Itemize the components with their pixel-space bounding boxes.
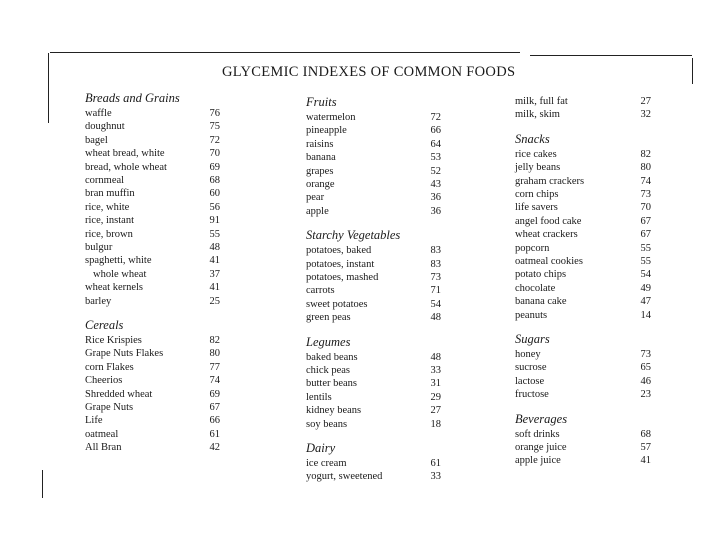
right-rule xyxy=(692,58,693,84)
food-row xyxy=(85,254,220,267)
food-name: milk, full fat xyxy=(515,96,568,107)
food-name: waffle xyxy=(85,108,112,119)
food-row xyxy=(515,215,651,228)
food-name: doughnut xyxy=(85,121,125,133)
glycemic-index-value: 48 xyxy=(430,312,441,324)
food-name: jelly beans xyxy=(515,162,561,174)
food-name: raisins xyxy=(306,138,334,150)
food-name: watermelon xyxy=(306,112,356,123)
food-row xyxy=(515,428,651,441)
food-name: whole wheat xyxy=(93,268,147,280)
glycemic-index-value: 80 xyxy=(640,162,651,174)
glycemic-index-value: 42 xyxy=(209,442,220,454)
glycemic-index-value: 76 xyxy=(209,108,220,119)
section-heading: Beverages xyxy=(515,411,568,426)
food-name: sucrose xyxy=(515,362,547,374)
food-name: Grape Nuts xyxy=(85,402,134,413)
glycemic-index-value: 47 xyxy=(640,296,651,308)
section-heading: Dairy xyxy=(306,441,336,455)
food-row xyxy=(515,148,651,161)
left-rule-lower xyxy=(42,470,43,498)
glycemic-index-value: 37 xyxy=(209,268,220,280)
glycemic-index-value: 69 xyxy=(209,388,220,400)
food-name: All Bran xyxy=(85,442,122,454)
food-name: bagel xyxy=(85,134,108,146)
food-name: Grape Nuts Flakes xyxy=(85,348,164,360)
food-row xyxy=(515,175,651,188)
food-row xyxy=(515,255,651,268)
food-row xyxy=(515,388,651,401)
food-name: potatoes, baked xyxy=(306,245,372,257)
food-name: rice, instant xyxy=(85,215,134,227)
section-heading: Breads and Grains xyxy=(85,91,180,105)
food-row xyxy=(306,457,441,470)
glycemic-index-value: 54 xyxy=(640,269,651,281)
glycemic-index-value: 32 xyxy=(640,109,651,121)
glycemic-index-value: 72 xyxy=(209,134,220,146)
glycemic-index-value: 56 xyxy=(209,201,220,213)
glycemic-index-value: 74 xyxy=(640,175,651,187)
glycemic-index-value: 41 xyxy=(640,455,651,467)
glycemic-index-value: 25 xyxy=(209,295,220,307)
food-row xyxy=(306,258,441,271)
glycemic-index-value: 82 xyxy=(640,148,651,160)
glycemic-index-value: 43 xyxy=(430,179,441,190)
glycemic-index-value: 61 xyxy=(430,458,441,469)
glycemic-index-value: 83 xyxy=(430,245,441,257)
food-row xyxy=(515,375,651,388)
food-row xyxy=(306,191,441,204)
glycemic-index-value: 67 xyxy=(640,215,651,227)
food-name: pineapple xyxy=(306,125,347,137)
food-row xyxy=(306,271,441,284)
food-row xyxy=(306,418,441,431)
glycemic-index-value: 46 xyxy=(640,375,651,387)
glycemic-index-value: 53 xyxy=(430,152,441,164)
food-name: potatoes, instant xyxy=(306,258,375,270)
food-name: banana cake xyxy=(515,296,567,308)
glycemic-index-value: 67 xyxy=(209,402,220,413)
glycemic-index-value: 69 xyxy=(209,161,220,173)
glycemic-index-value: 33 xyxy=(430,471,441,483)
glycemic-index-value: 54 xyxy=(430,298,441,310)
food-row xyxy=(306,404,441,417)
food-row xyxy=(306,351,441,364)
left-rule xyxy=(48,53,49,123)
food-row xyxy=(515,201,651,214)
glycemic-index-value: 55 xyxy=(640,242,651,254)
food-row xyxy=(85,428,220,441)
food-name: rice cakes xyxy=(515,148,557,160)
food-row xyxy=(306,151,441,164)
food-name: lactose xyxy=(515,375,545,387)
glycemic-index-value: 83 xyxy=(430,258,441,270)
food-name: lentils xyxy=(306,391,332,403)
food-row xyxy=(85,295,220,308)
food-name: orange juice xyxy=(515,442,567,453)
food-name: Life xyxy=(85,415,103,427)
glycemic-index-value: 74 xyxy=(209,375,220,387)
food-row xyxy=(306,364,441,377)
food-name: butter beans xyxy=(306,378,358,390)
glycemic-index-value: 80 xyxy=(209,348,220,360)
glycemic-index-value: 41 xyxy=(209,282,220,294)
glycemic-index-value: 73 xyxy=(640,349,651,360)
food-row xyxy=(306,298,441,311)
food-name: yogurt, sweetened xyxy=(306,471,383,483)
food-name: wheat crackers xyxy=(515,229,578,241)
food-row xyxy=(85,147,220,160)
food-row xyxy=(306,178,441,191)
food-name: carrots xyxy=(306,285,335,297)
glycemic-index-value: 91 xyxy=(209,215,220,227)
food-name: apple xyxy=(306,205,329,217)
food-row xyxy=(85,201,220,214)
food-name: peanuts xyxy=(515,309,548,321)
food-name: chick peas xyxy=(306,365,351,376)
food-row xyxy=(85,441,220,454)
food-name: Cheerios xyxy=(85,375,123,387)
food-name: rice, brown xyxy=(85,228,133,240)
food-row xyxy=(85,161,220,174)
food-row xyxy=(85,347,220,360)
food-name: potatoes, mashed xyxy=(306,272,379,283)
food-name: soy beans xyxy=(306,418,348,430)
top-rule xyxy=(50,52,520,53)
food-name: Rice Krispies xyxy=(85,335,142,346)
food-row xyxy=(85,120,220,133)
food-name: cornmeal xyxy=(85,175,125,186)
food-name: bread, whole wheat xyxy=(85,161,167,173)
glycemic-index-value: 27 xyxy=(430,405,441,417)
glycemic-index-value: 64 xyxy=(430,138,441,150)
food-row xyxy=(85,228,220,241)
section-heading: Legumes xyxy=(306,334,351,349)
glycemic-index-value: 31 xyxy=(430,378,441,390)
food-row xyxy=(85,174,220,187)
food-name: pear xyxy=(306,192,325,204)
food-row xyxy=(85,107,220,120)
glycemic-index-value: 67 xyxy=(640,229,651,241)
food-name: graham crackers xyxy=(515,175,585,187)
food-name: spaghetti, white xyxy=(85,255,152,267)
glycemic-index-value: 73 xyxy=(640,189,651,200)
glycemic-index-value: 23 xyxy=(640,389,651,401)
glycemic-index-value: 41 xyxy=(209,255,220,267)
food-row xyxy=(306,377,441,390)
glycemic-index-value: 52 xyxy=(430,165,441,177)
glycemic-index-value: 18 xyxy=(430,418,441,430)
top-rule-right xyxy=(530,55,692,56)
food-row xyxy=(85,374,220,387)
food-name: baked beans xyxy=(306,351,358,363)
food-row xyxy=(85,187,220,200)
food-name: life savers xyxy=(515,202,558,214)
food-name: barley xyxy=(85,295,112,307)
glycemic-index-value: 70 xyxy=(209,148,220,160)
food-row xyxy=(306,470,441,483)
glycemic-index-value: 75 xyxy=(209,121,220,133)
food-row xyxy=(515,295,651,308)
glycemic-index-value: 48 xyxy=(209,242,220,253)
glycemic-index-value: 61 xyxy=(209,428,220,440)
food-row xyxy=(85,401,220,414)
section-heading: Fruits xyxy=(306,95,337,109)
food-name: rice, white xyxy=(85,201,130,213)
food-name: apple juice xyxy=(515,455,561,467)
food-name: corn Flakes xyxy=(85,361,134,373)
glycemic-index-value: 65 xyxy=(640,362,651,374)
glycemic-index-value: 82 xyxy=(209,335,220,346)
glycemic-index-value: 68 xyxy=(640,428,651,440)
food-row xyxy=(306,111,441,124)
food-row xyxy=(306,391,441,404)
glycemic-index-value: 33 xyxy=(430,365,441,376)
food-row xyxy=(306,284,441,297)
food-row xyxy=(515,228,651,241)
food-row xyxy=(85,414,220,427)
food-name: fructose xyxy=(515,389,549,401)
food-name: corn chips xyxy=(515,189,559,200)
glycemic-index-value: 49 xyxy=(640,282,651,294)
food-name: wheat bread, white xyxy=(85,148,165,160)
glycemic-index-value: 70 xyxy=(640,202,651,214)
food-name: honey xyxy=(515,349,541,360)
glycemic-index-value: 72 xyxy=(430,112,441,123)
glycemic-index-value: 14 xyxy=(640,309,651,321)
glycemic-index-value: 36 xyxy=(430,192,441,204)
food-name: milk, skim xyxy=(515,109,560,121)
section-heading: Starchy Vegetables xyxy=(306,228,401,243)
food-name: orange xyxy=(306,179,335,190)
glycemic-index-value: 57 xyxy=(640,442,651,453)
food-row xyxy=(306,124,441,137)
glycemic-index-value: 73 xyxy=(430,272,441,283)
glycemic-index-value: 55 xyxy=(209,228,220,240)
food-row xyxy=(515,309,651,322)
food-name: Shredded wheat xyxy=(85,388,153,400)
glycemic-index-value: 29 xyxy=(430,391,441,403)
food-row xyxy=(306,165,441,178)
glycemic-index-value: 71 xyxy=(430,285,441,297)
food-row xyxy=(85,241,220,254)
food-row xyxy=(306,205,441,218)
glycemic-index-value: 66 xyxy=(430,125,441,137)
food-row xyxy=(85,334,220,347)
food-name: kidney beans xyxy=(306,405,362,417)
food-row xyxy=(85,214,220,227)
section-heading: Sugars xyxy=(515,332,550,346)
food-row xyxy=(85,388,220,401)
food-name: chocolate xyxy=(515,282,556,294)
food-row xyxy=(515,268,651,281)
food-row xyxy=(85,281,220,294)
food-row xyxy=(515,188,651,201)
food-row xyxy=(515,348,651,361)
food-row xyxy=(515,108,651,121)
food-row xyxy=(85,134,220,147)
glycemic-index-value: 77 xyxy=(209,361,220,373)
food-row xyxy=(306,311,441,324)
food-row xyxy=(306,244,441,257)
food-name: bulgur xyxy=(85,242,113,253)
glycemic-index-value: 55 xyxy=(640,256,651,267)
page-title: GLYCEMIC INDEXES OF COMMON FOODS xyxy=(222,64,516,80)
food-row xyxy=(515,361,651,374)
food-row xyxy=(515,454,651,467)
glycemic-index-value: 27 xyxy=(640,96,651,107)
food-name: angel food cake xyxy=(515,215,582,227)
food-name: oatmeal cookies xyxy=(515,256,583,267)
food-row xyxy=(515,282,651,295)
food-name: grapes xyxy=(306,165,334,177)
food-name: popcorn xyxy=(515,242,550,254)
food-name: wheat kernels xyxy=(85,282,144,294)
food-row xyxy=(515,95,651,108)
food-name: oatmeal xyxy=(85,428,119,440)
food-row xyxy=(515,161,651,174)
food-name: banana xyxy=(306,152,336,164)
section-heading: Cereals xyxy=(85,318,124,332)
food-name: potato chips xyxy=(515,269,567,281)
food-row xyxy=(306,138,441,151)
food-name: green peas xyxy=(306,312,351,324)
glycemic-index-value: 48 xyxy=(430,351,441,363)
food-row xyxy=(515,441,651,454)
glycemic-index-value: 68 xyxy=(209,175,220,186)
food-row xyxy=(85,268,220,281)
glycemic-index-value: 66 xyxy=(209,415,220,427)
food-name: soft drinks xyxy=(515,428,560,440)
glycemic-index-value: 36 xyxy=(430,205,441,217)
food-row xyxy=(85,361,220,374)
food-name: sweet potatoes xyxy=(306,298,368,310)
food-name: bran muffin xyxy=(85,188,135,200)
food-row xyxy=(515,242,651,255)
section-heading: Snacks xyxy=(515,131,550,146)
food-name: ice cream xyxy=(306,458,347,469)
glycemic-index-value: 60 xyxy=(209,188,220,200)
